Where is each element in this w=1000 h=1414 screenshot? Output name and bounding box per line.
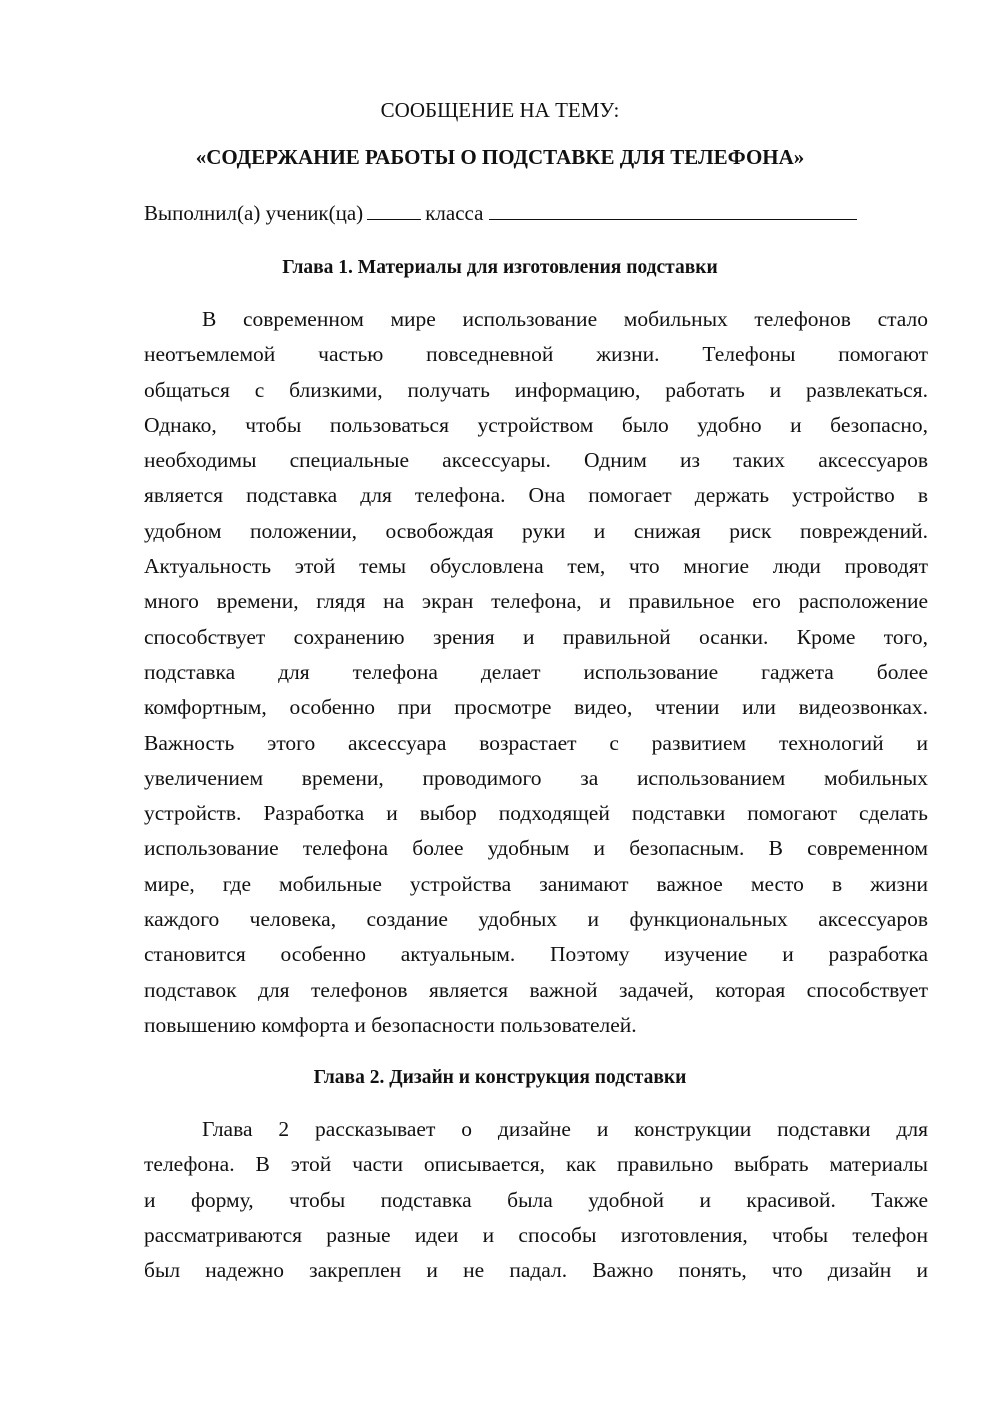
chapter-2-body [144, 1112, 928, 1288]
paragraph-line: В современном мире использование мобильных телефонов стало [202, 307, 928, 331]
paragraph-line: мире, где мобильные устройства занимают важное место в жизни [144, 871, 928, 896]
paragraph-line: является подставка для телефона. Она помогает держать устройство в [144, 483, 928, 508]
paragraph-line: необходимы специальные аксессуары. Одним из таких аксессуаров [144, 448, 928, 473]
class-label: класса [425, 201, 484, 225]
chapter-1-heading: Глава 1. Материалы для изготовления подставки [282, 257, 718, 278]
paragraph-line: рассматриваются разные идеи и способы изготовления, чтобы телефон [144, 1222, 928, 1247]
chapter-1-body [144, 302, 928, 1043]
author-line [144, 199, 934, 226]
class-number-blank [367, 199, 421, 220]
paragraph-line: телефона. В этой части описывается, как правильно выбрать материалы [144, 1152, 928, 1177]
paragraph-line: повышению комфорта и безопасности пользователей. [144, 1012, 637, 1037]
paragraph-line: комфортным, особенно при просмотре видео, чтении или видеозвонках. [144, 695, 928, 720]
paragraph-line: много времени, глядя на экран телефона, и правильное его расположение [144, 589, 928, 614]
paragraph-line: был надежно закреплен и не падал. Важно понять, что дизайн и [144, 1258, 928, 1283]
document-title-line-1: СООБЩЕНИЕ НА ТЕМУ: [380, 98, 620, 122]
paragraph-line: подставок для телефонов является важной задачей, которая способствует [144, 977, 928, 1002]
paragraph-line: удобном положении, освобождая руки и снижая риск повреждений. [144, 518, 928, 543]
document-title-line-2: «СОДЕРЖАНИЕ РАБОТЫ О ПОДСТАВКЕ ДЛЯ ТЕЛЕФОНА» [195, 145, 805, 169]
student-name-blank [489, 199, 857, 220]
paragraph-line: использование телефона более удобным и безопасным. В современном [144, 836, 928, 861]
paragraph-line: увеличением времени, проводимого за использованием мобильных [144, 765, 928, 790]
paragraph-line: Актуальность этой темы обусловлена тем, что многие люди проводят [144, 554, 928, 579]
paragraph-line: становится особенно актуальным. Поэтому изучение и разработка [144, 942, 928, 967]
paragraph-line: Важность этого аксессуара возрастает с развитием технологий и [144, 730, 928, 755]
paragraph-line: общаться с близкими, получать информацию, работать и развлекаться. [144, 377, 928, 402]
paragraph-line: Однако, чтобы пользоваться устройством было удобно и безопасно, [144, 412, 928, 437]
paragraph-line: Глава 2 рассказывает о дизайне и конструкции подставки для [202, 1117, 928, 1141]
chapter-2-heading: Глава 2. Дизайн и конструкция подставки [313, 1067, 687, 1088]
paragraph-line: подставка для телефона делает использование гаджета более [144, 659, 928, 684]
performed-by-label: Выполнил(а) ученик(ца) [144, 201, 364, 225]
paragraph-line: каждого человека, создание удобных и функциональных аксессуаров [144, 907, 928, 932]
paragraph-line: и форму, чтобы подставка была удобной и красивой. Также [144, 1187, 928, 1212]
paragraph-line: неотъемлемой частью повседневной жизни. Телефоны помогают [144, 342, 928, 367]
paragraph-line: способствует сохранению зрения и правильной осанки. Кроме того, [144, 624, 928, 649]
paragraph-line: устройств. Разработка и выбор подходящей подставки помогают сделать [144, 801, 928, 826]
